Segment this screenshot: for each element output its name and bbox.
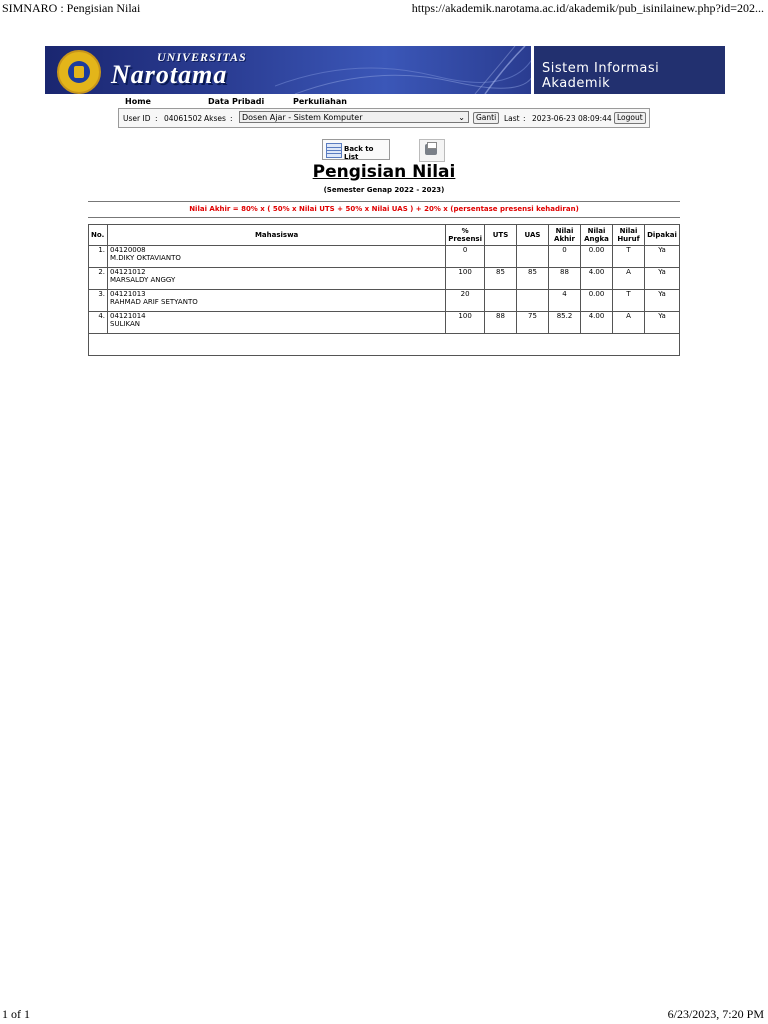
student-cell [108, 246, 446, 268]
uas-cell: 85 [517, 268, 549, 290]
col-nilai-huruf: Nilai Huruf [613, 225, 645, 246]
student-nim: 04121013 [110, 290, 146, 298]
print-button[interactable] [419, 139, 445, 162]
divider [88, 217, 680, 218]
col-no: No. [89, 225, 108, 246]
student-cell [108, 268, 446, 290]
row-no: 4. [89, 312, 108, 334]
site-banner [45, 46, 725, 94]
uts-cell: 85 [485, 268, 517, 290]
table-header-row [89, 225, 680, 246]
dipakai-cell: Ya [645, 290, 680, 312]
uas-cell: 75 [517, 312, 549, 334]
last-login-label: Last [504, 114, 520, 123]
nilai-akhir-cell: 0 [549, 246, 581, 268]
row-no: 2. [89, 268, 108, 290]
nilai-angka-cell: 0.00 [581, 290, 613, 312]
uas-cell [517, 290, 549, 312]
col-uas: UAS [517, 225, 549, 246]
grade-formula: Nilai Akhir = 80% x ( 50% x Nilai UTS + 50% x Nilai UAS ) + 20% x (persentase presensi kehadiran) [189, 205, 579, 213]
col-nilai-angka: Nilai Angka [581, 225, 613, 246]
uas-cell [517, 246, 549, 268]
uts-cell [485, 290, 517, 312]
ganti-button[interactable]: Ganti [473, 112, 499, 124]
university-logo [57, 50, 101, 94]
uts-cell [485, 246, 517, 268]
nilai-angka-cell: 4.00 [581, 312, 613, 334]
table-footer-row [89, 334, 680, 356]
student-nim: 04120008 [110, 246, 146, 254]
print-header [0, 0, 768, 18]
nilai-angka-cell: 4.00 [581, 268, 613, 290]
semester-label: (Semester Genap 2022 - 2023) [323, 186, 445, 194]
akses-selected-value: Dosen Ajar - Sistem Komputer [242, 113, 363, 122]
back-to-list-label: Back to List [344, 145, 374, 161]
userid-label: User ID [123, 114, 151, 123]
dipakai-cell: Ya [645, 268, 680, 290]
print-page-title: SIMNARO : Pengisian Nilai [2, 1, 141, 15]
student-nim: 04121014 [110, 312, 146, 320]
nilai-huruf-cell: A [613, 268, 645, 290]
page-title: Pengisian Nilai [312, 162, 456, 182]
nilai-angka-cell: 0.00 [581, 246, 613, 268]
nilai-huruf-cell: A [613, 312, 645, 334]
nav-perkuliahan[interactable]: Perkuliahan [293, 97, 347, 106]
list-icon [326, 143, 342, 158]
dipakai-cell: Ya [645, 246, 680, 268]
student-nim: 04121012 [110, 268, 146, 276]
logout-button[interactable]: Logout [614, 112, 646, 124]
student-cell [108, 312, 446, 334]
table-row [89, 268, 680, 290]
presensi-cell: 0 [446, 246, 485, 268]
divider [88, 201, 680, 202]
chevron-down-icon: ⌄ [458, 113, 465, 122]
back-to-list-button[interactable] [322, 139, 390, 160]
table-row [89, 246, 680, 268]
print-datetime: 6/23/2023, 7:20 PM [667, 1007, 764, 1021]
student-name: MARSALDY ANGGY [110, 276, 176, 284]
student-name: SULIKAN [110, 320, 141, 328]
print-page-number: 1 of 1 [2, 1007, 30, 1021]
nilai-huruf-cell: T [613, 290, 645, 312]
col-presensi: % Presensi [446, 225, 485, 246]
uts-cell: 88 [485, 312, 517, 334]
col-mahasiswa: Mahasiswa [108, 225, 446, 246]
last-login-value: 2023-06-23 08:09:44 [532, 114, 612, 123]
print-url: https://akademik.narotama.ac.id/akademik/pub_isinilainew.php?id=202... [411, 1, 764, 15]
akses-label: Akses [204, 114, 226, 123]
dipakai-cell: Ya [645, 312, 680, 334]
nilai-akhir-cell: 4 [549, 290, 581, 312]
table-row [89, 312, 680, 334]
nilai-huruf-cell: T [613, 246, 645, 268]
nav-data-pribadi[interactable]: Data Pribadi [208, 97, 265, 106]
row-no: 1. [89, 246, 108, 268]
user-bar: User ID : 04061502 Akses : Dosen Ajar - Sistem Komputer ⌄ Ganti Last : 2023-06-23 08:09:44 Logout [118, 108, 650, 128]
presensi-cell: 20 [446, 290, 485, 312]
row-no: 3. [89, 290, 108, 312]
system-name: Sistem Informasi Akademik [542, 61, 660, 91]
grades-table [88, 224, 680, 356]
table-row [89, 290, 680, 312]
student-name: M.DIKY OKTAVIANTO [110, 254, 181, 262]
nav-home[interactable]: Home [125, 97, 151, 106]
presensi-cell: 100 [446, 312, 485, 334]
banner-swoosh-decoration [275, 46, 535, 94]
university-name: Narotama [111, 60, 228, 89]
banner-left [45, 46, 531, 94]
nilai-akhir-cell: 88 [549, 268, 581, 290]
banner-right [534, 46, 725, 94]
col-dipakai: Dipakai [645, 225, 680, 246]
student-cell [108, 290, 446, 312]
userid-value: 04061502 [164, 114, 203, 123]
col-uts: UTS [485, 225, 517, 246]
university-label: UNIVERSITAS [157, 50, 247, 64]
student-name: RAHMAD ARIF SETYANTO [110, 298, 198, 306]
presensi-cell: 100 [446, 268, 485, 290]
nilai-akhir-cell: 85.2 [549, 312, 581, 334]
col-nilai-akhir: Nilai Akhir [549, 225, 581, 246]
akses-select[interactable] [239, 111, 469, 123]
print-footer [0, 1006, 768, 1024]
